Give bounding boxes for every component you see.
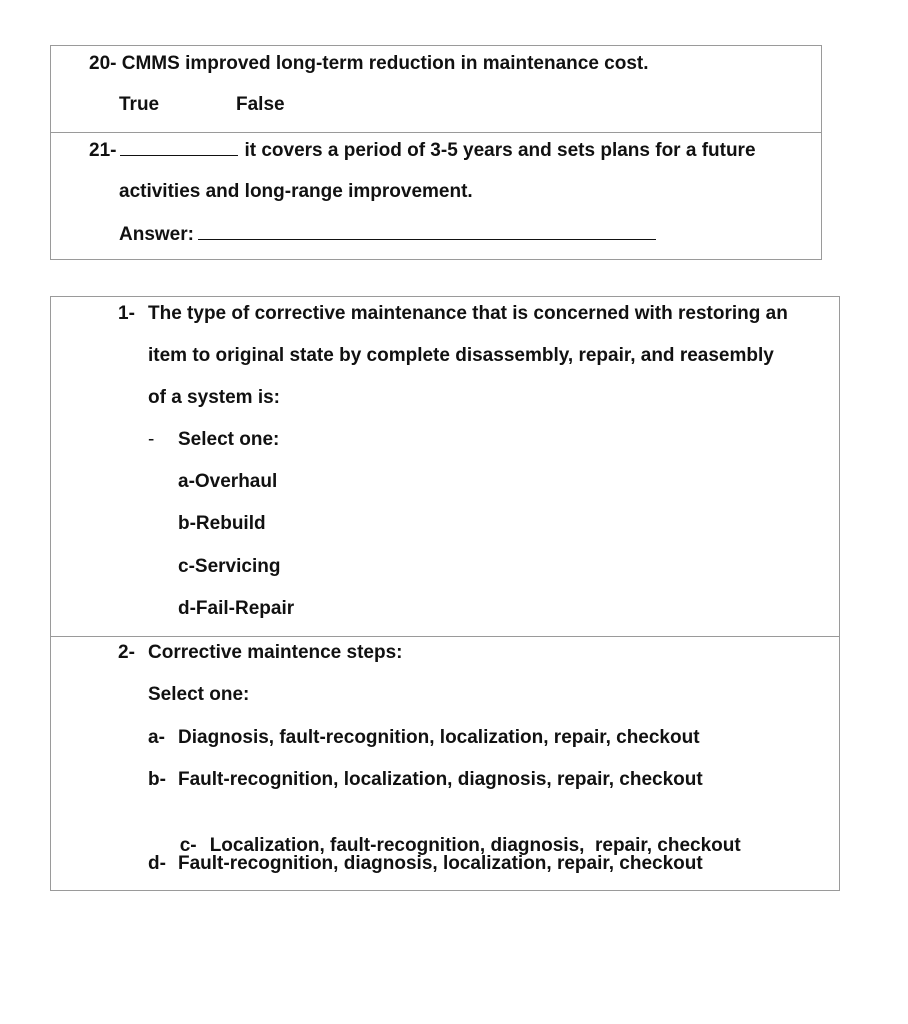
question-1-select-label: Select one: [178, 429, 280, 450]
question-21-line-2: activities and long-range improvement. [119, 181, 473, 202]
option-c-letter: c- [179, 835, 197, 856]
option-false[interactable]: False [236, 94, 285, 115]
answer-label: Answer: [119, 224, 194, 245]
option-a-text: Diagnosis, fault-recognition, localization, repair, checkout [178, 727, 700, 748]
option-d-letter: d- [148, 853, 166, 874]
option-b[interactable] [148, 768, 703, 792]
question-1-line-2: item to original state by complete disassembly, repair, and reasembly [148, 345, 774, 366]
option-fail-repair[interactable]: d-Fail-Repair [178, 598, 295, 619]
question-1-line-1: The type of corrective maintenance that is concerned with restoring an [148, 303, 788, 324]
question-21-line-1 [89, 138, 756, 163]
question-2 [51, 636, 839, 890]
question-2-number: 2- [118, 642, 135, 663]
select-bullet: - [148, 429, 155, 450]
option-true[interactable]: True [119, 94, 160, 115]
option-servicing[interactable]: c-Servicing [178, 556, 281, 577]
option-d[interactable] [148, 852, 703, 876]
question-1 [51, 297, 839, 636]
question-1-number: 1- [118, 303, 135, 324]
question-21-line-1-text: it covers a period of 3-5 years and sets plans for a future [244, 140, 756, 161]
question-21 [51, 132, 821, 259]
option-c-text: Localization, fault-recognition, diagnosis, repair, checkout [209, 835, 741, 856]
question-box-1-2 [50, 296, 840, 891]
option-overhaul[interactable]: a-Overhaul [178, 471, 278, 492]
question-20 [51, 46, 821, 132]
option-a-letter: a- [148, 727, 165, 748]
question-21-number: 21- [89, 140, 117, 161]
question-2-text: Corrective maintence steps: [148, 642, 403, 663]
option-b-letter: b- [148, 769, 166, 790]
question-box-20-21 [50, 45, 822, 260]
option-d-text: Fault-recognition, diagnosis, localization, repair, checkout [178, 853, 703, 874]
question-1-line-3: of a system is: [148, 387, 280, 408]
question-20-text: 20- CMMS improved long-term reduction in maintenance cost. [89, 53, 649, 74]
option-rebuild[interactable]: b-Rebuild [178, 513, 266, 534]
option-b-text: Fault-recognition, localization, diagnosis, repair, checkout [178, 769, 703, 790]
question-2-select-label: Select one: [148, 684, 250, 705]
question-21-blank[interactable] [120, 138, 238, 156]
answer-row [119, 222, 656, 247]
option-a[interactable] [148, 726, 700, 750]
answer-field[interactable] [198, 222, 656, 240]
